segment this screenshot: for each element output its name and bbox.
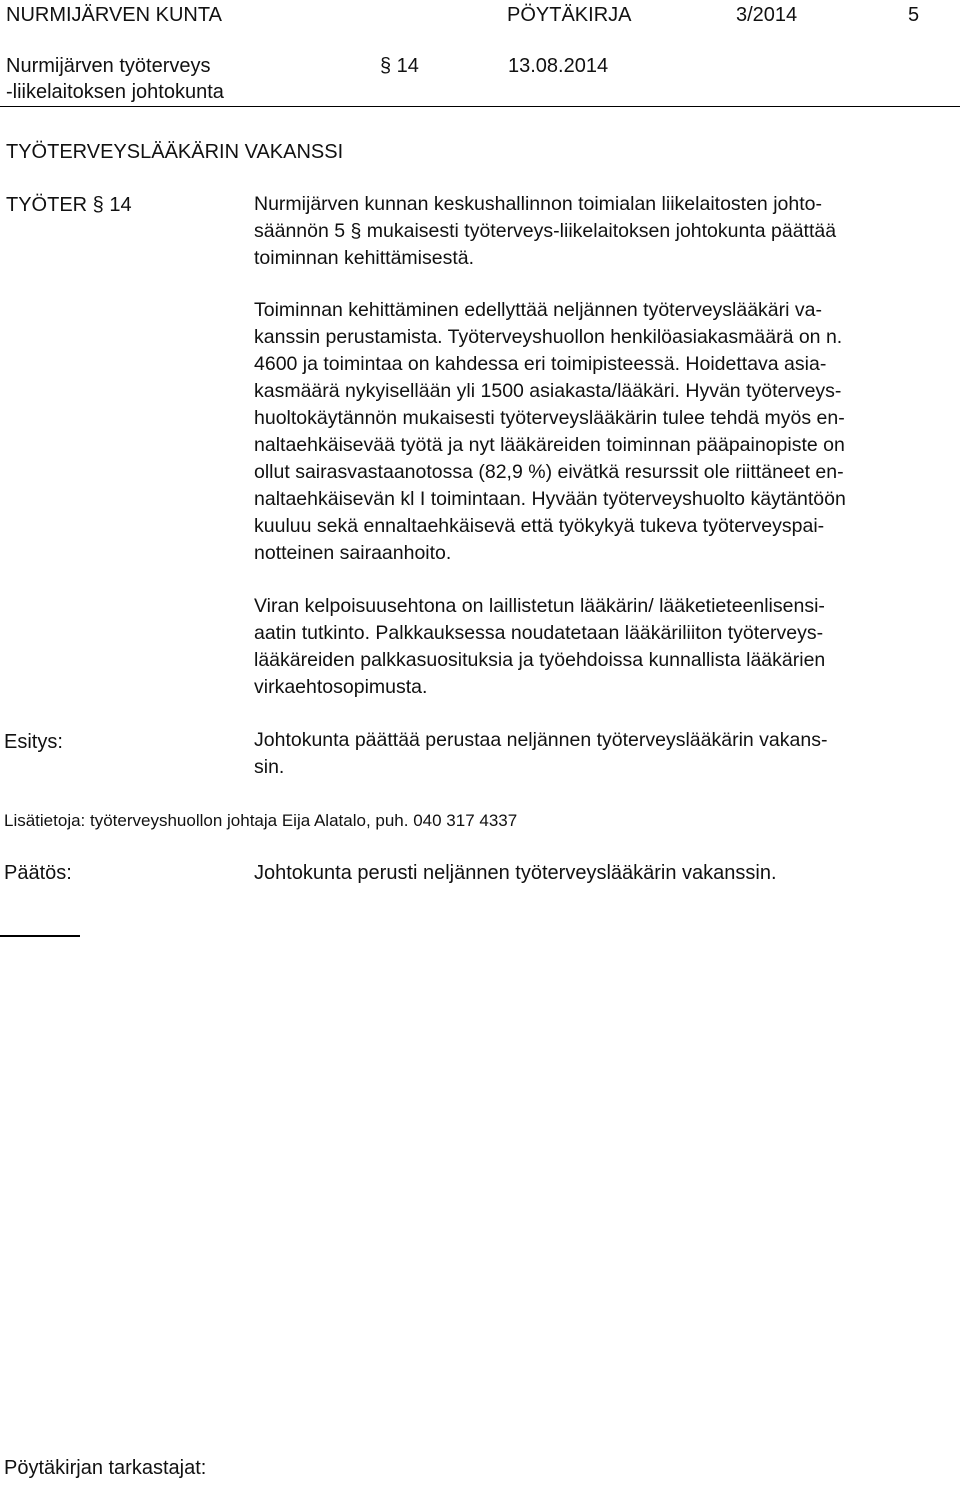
meeting-date: 13.08.2014: [508, 55, 609, 77]
paragraph-line: ollut sairasvastaanotossa (82,9 %) eivätkä resurssit ole riittäneet en-: [254, 461, 844, 483]
item-reference: TYÖTER § 14: [6, 194, 132, 216]
proposal-line: sin.: [254, 756, 285, 778]
decision-label: Päätös:: [4, 862, 72, 884]
page-number: 5: [908, 4, 920, 26]
paragraph-1: [254, 191, 944, 272]
header-divider: [0, 106, 960, 107]
decision-text: Johtokunta perusti neljännen työterveyslääkärin vakanssin.: [254, 862, 777, 884]
paragraph-line: toiminnan kehittämisestä.: [254, 247, 475, 269]
paragraph-line: 4600 ja toimintaa on kahdessa eri toimipisteessä. Hoidettava asia-: [254, 353, 827, 375]
minutes-checkers: Pöytäkirjan tarkastajat:: [4, 1457, 207, 1479]
proposal-label: Esitys:: [4, 731, 63, 753]
paragraph-line: Viran kelpoisuusehtona on laillistetun lääkärin/ lääketieteenlisensi-: [254, 595, 825, 617]
paragraph-line: Toiminnan kehittäminen edellyttää neljännen työterveyslääkäri va-: [254, 299, 822, 321]
section-number: § 14: [380, 55, 419, 77]
municipality-name: NURMIJÄRVEN KUNTA: [6, 4, 222, 26]
paragraph-line: aatin tutkinto. Palkkauksessa noudatetaan lääkäriliiton työterveys-: [254, 622, 824, 644]
paragraph-2: [254, 297, 944, 567]
paragraph-line: notteinen sairaanhoito.: [254, 542, 452, 564]
paragraph-line: naltaehkäisevän kl I toimintaan. Hyvään työterveyshuolto käytäntöön: [254, 488, 846, 510]
proposal-line: Johtokunta päättää perustaa neljännen työterveyslääkärin vakans-: [254, 729, 828, 751]
paragraph-3: [254, 593, 944, 701]
document-type: PÖYTÄKIRJA: [507, 4, 632, 26]
board-name-line1: Nurmijärven työterveys: [6, 55, 211, 77]
paragraph-line: kanssin perustamista. Työterveyshuollon henkilöasiakasmäärä on n.: [254, 326, 843, 348]
paragraph-line: kasmäärä nykyisellään yli 1500 asiakasta/lääkäri. Hyvän työterveys-: [254, 380, 842, 402]
paragraph-line: säännön 5 § mukaisesti työterveys-liikelaitoksen johtokunta päättää: [254, 220, 837, 242]
paragraph-line: huoltokäytännön mukaisesti työterveyslääkärin tulee tehdä myös en-: [254, 407, 845, 429]
paragraph-line: virkaehtosopimusta.: [254, 676, 428, 698]
board-name-line2: -liikelaitoksen johtokunta: [6, 81, 224, 103]
separator-line: [0, 935, 80, 937]
paragraph-line: kuuluu sekä ennaltaehkäisevä että työkykyä tukeva työterveyspai-: [254, 515, 825, 537]
proposal-text: [254, 727, 944, 781]
paragraph-line: lääkäreiden palkkasuosituksia ja työehdoissa kunnallista lääkärien: [254, 649, 826, 671]
additional-info: Lisätietoja: työterveyshuollon johtaja Eija Alatalo, puh. 040 317 4337: [4, 811, 518, 830]
document-number: 3/2014: [736, 4, 798, 26]
paragraph-line: Nurmijärven kunnan keskushallinnon toimialan liikelaitosten johto-: [254, 193, 822, 215]
paragraph-line: naltaehkäisevää työtä ja nyt lääkäreiden toiminnan pääpainopiste on: [254, 434, 845, 456]
item-title: TYÖTERVEYSLÄÄKÄRIN VAKANSSI: [6, 141, 344, 163]
